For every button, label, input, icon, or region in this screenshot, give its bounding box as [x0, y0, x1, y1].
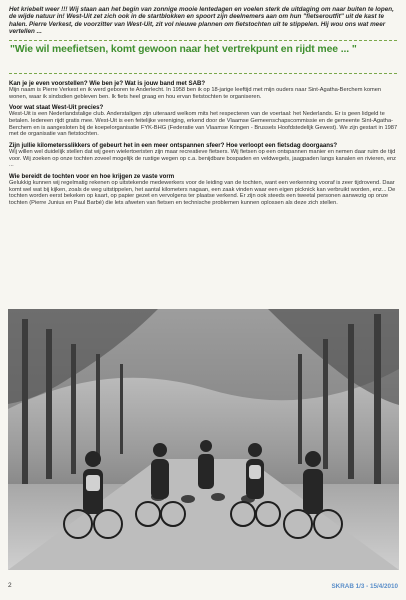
- cyclists-photo: [8, 309, 399, 570]
- question: Zijn jullie kilometersslikkers of gebeurt het in een meer ontspannen sfeer? Hoe verloopt een fietsdag doorgaans?: [9, 141, 338, 149]
- top-divider: [9, 40, 397, 41]
- answer: West-Uit is een Nederlandstalige club. Anderstaligen zijn uiteraard welkom mits het respecteren van de voertaal: het Nederlands. Er is geen lidgeld te betalen. Iedereen rijdt gratis mee. West-Uit is een feitelijke vereniging, erkend door de Vlaamse Gemeenschapscommissie en de gemeente Sint-Agatha-Berchem en is aangesloten bij de koepelorganisatie FYK-BHG (Federatie van Vlaamse Kringen - Brussels Hoofdstedelijk Gewest). We zijn gestart in 1987 met de organisatie van fietstochten.: [9, 111, 398, 138]
- qa-section: [9, 104, 399, 137]
- article-headline: "Wie wil meefietsen, komt gewoon naar het vertrekpunt en rijdt mee ... ": [10, 44, 357, 55]
- question: Voor wat staat West-Uit precies?: [9, 104, 104, 112]
- answer: Mijn naam is Pierre Verkest en ik werd geboren te Anderlecht. In 1958 ben ik op 18-jarige leeftijd met mijn ouders naar Sint-Agatha-Berchem komen wonen, waar ik sindsdien gebleven ben. Ik fiets heel graag en hou ervan fietstochten te organiseren.: [9, 87, 382, 100]
- intro-paragraph: Het kriebelt weer !!! Wij staan aan het begin van zonnige mooie lentedagen en voelen sterk de uitdaging om naar buiten te lopen, de wijde natuur in! West-Uit zet zich ook in de startblokken en spoort zijn deelnemers aan om hun "fietseroutfit" uit de kast te halen. Pierre Verkest, de voorzitter van West-Uit, zit vol nieuwe plannen om fietstochten uit te stippelen. Hij wou ons wat meer vertellen ...: [9, 6, 394, 35]
- question: Wie bereidt de tochten voor en hoe krijgen ze vaste vorm: [9, 172, 175, 180]
- question: Kan je je even voorstellen? Wie ben je? Wat is jouw band met SAB?: [9, 80, 206, 87]
- answer: Wij willen wel duidelijk stellen dat wij geen wielertoeristen zijn maar recreatieve fietsers. Wij fietsen op een ontspannen manier en nemen daar ruim de tijd voor. Wij zoeken op onze tochten zoveel mogelijk de rustige wegen op c.a. benijdbare bospaden en veldwegels, jaagpaden langs kanalen en rivieren, enz ...: [9, 148, 397, 169]
- qa-section: [9, 173, 399, 206]
- article-body: [9, 80, 399, 210]
- page-number: 2: [8, 582, 12, 589]
- bottom-divider: [9, 73, 397, 74]
- issue-label: SKRAB 1/3 - 15/4/2010: [331, 583, 398, 590]
- qa-section: [9, 142, 399, 169]
- cyclists-photo-illustration: [8, 309, 399, 570]
- qa-section: [9, 80, 399, 100]
- answer: Gelukkig kunnen wij regelmatig rekenen op uitstekende medewerkers voor de leiding van de tochten, want een verkenning vooraf is zeer tijdrovend. Daar komt wel wat bij kijken, zoals de weg uitstippelen, het aantal kilometers nagaan, een zaak vinden waar een eigen picknick kan verbruikt worden, enz... De tochten worden eerst bekeken op kaart, op papier gezet en vervolgens ter plaatse verkend. Er zijn ook steeds een tweetal personen aanwezig op onze tochten (Pierre Junius en Paul Barbé) die lets afweten van fietsen en technische problemen kunnen oplossen als deze zich stellen.: [9, 179, 396, 206]
